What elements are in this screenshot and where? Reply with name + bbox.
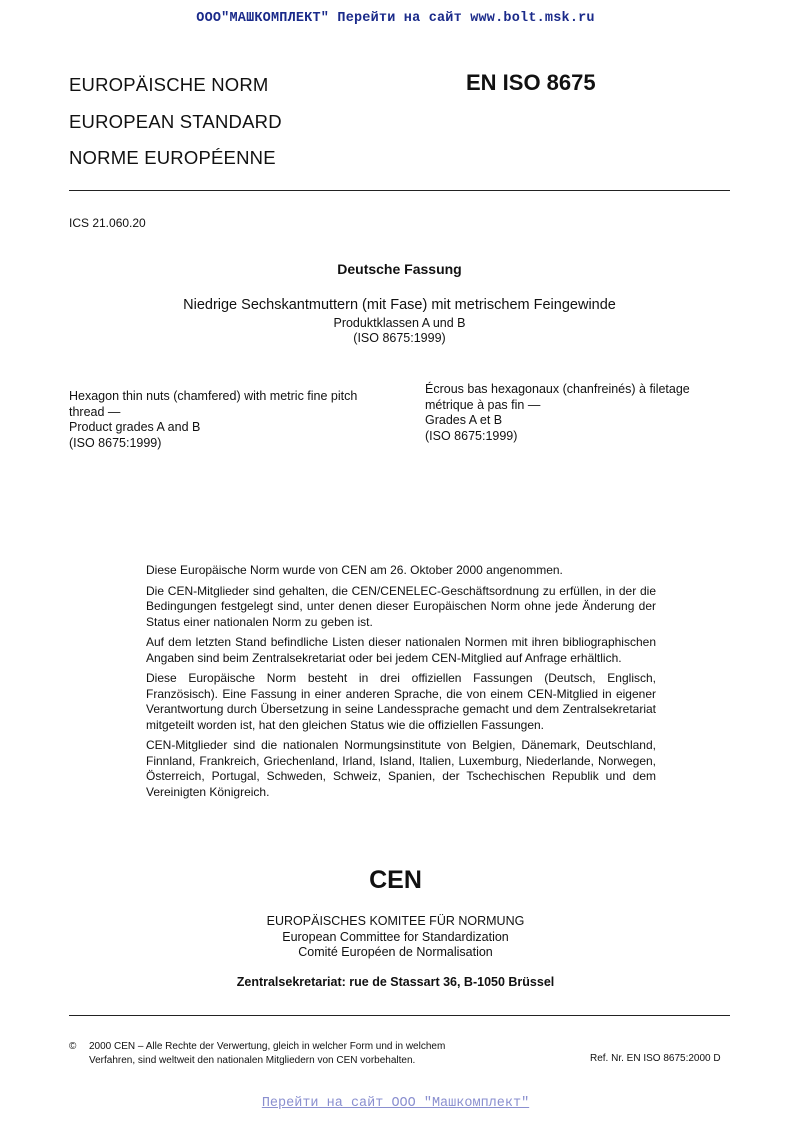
document-number: EN ISO 8675 (466, 70, 596, 95)
cen-name-de: EUROPÄISCHES KOMITEE FÜR NORMUNG (266, 914, 525, 928)
french-title-line: Grades A et B (425, 413, 503, 427)
copyright-notice (69, 1040, 445, 1067)
cen-name-en: European Committee for Standardization (282, 930, 509, 944)
english-title-line: Product grades A and B (69, 420, 201, 434)
central-secretariat-address: Zentralsekretariat: rue de Stassart 36, B-1050 Brüssel (236, 975, 555, 989)
document-title: Niedrige Sechskantmuttern (mit Fase) mit metrischem Feingewinde (183, 297, 616, 313)
bottom-site-link[interactable]: Перейти на сайт ООО "Машкомплект" (261, 1096, 530, 1111)
cen-name-fr: Comité Européen de Normalisation (298, 945, 493, 959)
french-title-line: métrique à pas fin — (425, 397, 541, 412)
header-line-de: EUROPÄISCHE NORM (69, 74, 269, 95)
copyright-line: 2000 CEN – Alle Rechte der Verwertung, gleich in welcher Form und in welchem (89, 1041, 446, 1052)
english-title-block (69, 389, 357, 451)
english-title-line: (ISO 8675:1999) (69, 435, 162, 450)
french-title-line: Écrous bas hexagonaux (chanfreinés) à filetage (425, 382, 690, 396)
title-iso-reference: (ISO 8675:1999) (353, 331, 446, 345)
version-label: Deutsche Fassung (337, 261, 462, 277)
header-line-fr: NORME EUROPÉENNE (69, 147, 276, 168)
top-site-link[interactable]: ООО"МАШКОМПЛЕКТ" Перейти на сайт www.bolt.msk.ru (196, 11, 595, 26)
body-paragraph: Diese Europäische Norm besteht in drei offiziellen Fassungen (Deutsch, Englisch, Französisch). Eine Fassung in einer anderen Sprache, die von einem CEN-Mitglied in eigener Verantwortung durch Übersetzung in seine Landessprache gemacht und dem Zentralsekretariat mitgeteilt worden ist, hat den gleichen Status wie die offiziellen Fassungen. (146, 671, 656, 732)
adoption-notice (146, 563, 656, 805)
copyright-symbol: © (69, 1041, 77, 1052)
english-title-line: Hexagon thin nuts (chamfered) with metric fine pitch (69, 389, 358, 403)
french-title-line: (ISO 8675:1999) (425, 428, 518, 443)
title-product-grades: Produktklassen A und B (333, 316, 466, 330)
body-paragraph: Diese Europäische Norm wurde von CEN am 26. Oktober 2000 angenommen. (146, 563, 563, 577)
body-paragraph: Auf dem letzten Stand befindliche Listen dieser nationalen Normen mit ihren bibliographischen Angaben sind beim Zentralsekretariat oder bei jedem CEN-Mitglied auf Anfrage erhältlich. (146, 635, 656, 665)
footer-divider (69, 1015, 730, 1016)
english-title-line: thread — (69, 404, 121, 419)
french-title-block (425, 382, 690, 444)
ics-code: ICS 21.060.20 (69, 216, 146, 230)
body-paragraph: Die CEN-Mitglieder sind gehalten, die CEN/CENELEC-Geschäftsordnung zu erfüllen, in der die Bedingungen festgelegt sind, unter denen dieser Europäischen Norm ohne jede Änderung der Status einer nationalen Norm zu geben ist. (146, 583, 656, 629)
header-divider (69, 190, 730, 191)
body-paragraph: CEN-Mitglieder sind die nationalen Normungsinstitute von Belgien, Dänemark, Deutschland, Finnland, Frankreich, Griechenland, Irland, Island, Italien, Luxemburg, Niederlande, Norwegen, Österreich, Portugal, Schweden, Schweiz, Spanien, der Tschechischen Republik und dem Vereinigten Königreich. (146, 738, 656, 799)
reference-number: Ref. Nr. EN ISO 8675:2000 D (590, 1053, 721, 1064)
header-line-en: EUROPEAN STANDARD (69, 111, 282, 132)
copyright-line: Verfahren, sind weltweit den nationalen Mitgliedern von CEN vorbehalten. (89, 1054, 416, 1066)
cen-logo: CEN (369, 866, 422, 894)
